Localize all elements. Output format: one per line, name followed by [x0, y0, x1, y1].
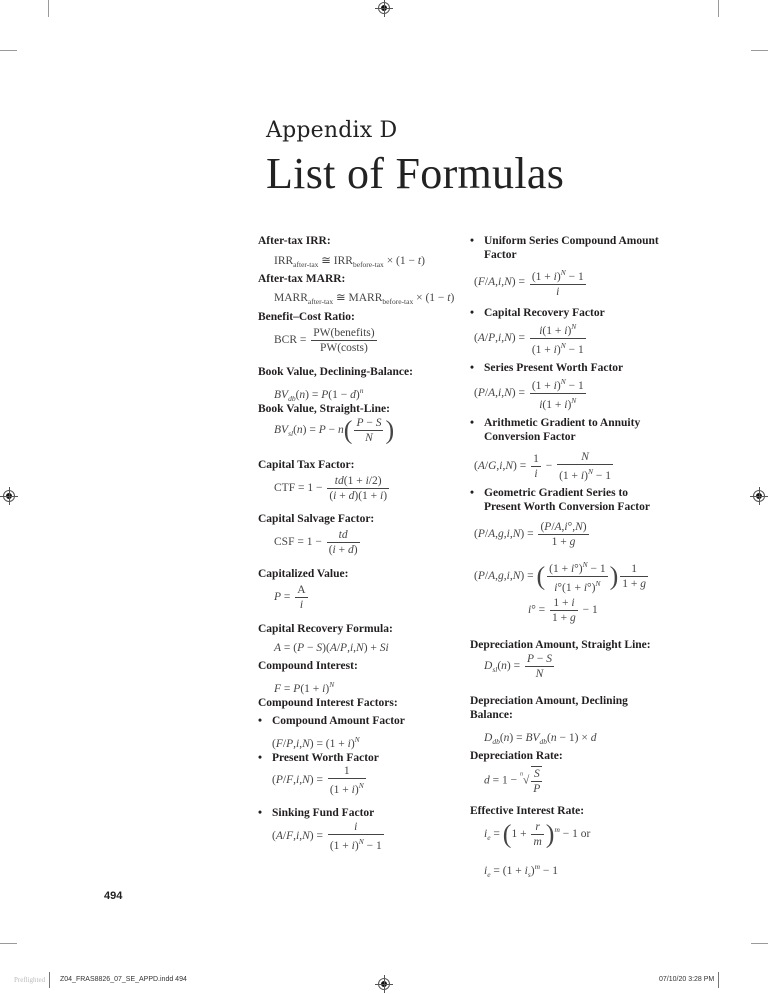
- registration-mark-right-icon: [753, 490, 765, 502]
- bullet-capital-recovery-factor: [470, 306, 605, 320]
- heading-line2: Balance:: [470, 709, 513, 721]
- formula-depreciation-db: $D_{db}(n) = BV_{db}(n - 1) \times d$: [484, 732, 597, 746]
- bullet-arithmetic-gradient: [470, 416, 641, 444]
- formula-effective-rate-2: $i_e = (1 + i_s)^m - 1$: [484, 862, 558, 879]
- formula-bcr: [274, 326, 379, 355]
- bullet-icon: •: [470, 307, 475, 319]
- bullet-label: Uniform Series Compound Amount: [484, 235, 659, 247]
- formula-pa: (P/A,i,N) = $\frac{(1 + i)^N - 1}{i(1 + i)^N}$: [474, 377, 584, 411]
- crop-mark-top-left-v: [48, 0, 49, 17]
- bullet-series-present-worth-factor: [470, 361, 624, 375]
- formula-csf: CSF = 1 − $\frac{td}{(i + d)}$: [274, 529, 358, 556]
- registration-mark-bottom-icon: [378, 978, 390, 990]
- bullet-label-line2: Present Worth Conversion Factor: [484, 501, 650, 513]
- crop-mark-top-right-v: [718, 0, 719, 17]
- heading-line1: Depreciation Amount, Declining: [470, 695, 628, 707]
- bullet-uniform-series-compound-amount: [470, 234, 659, 262]
- bcr-numerator: PW(benefits): [313, 327, 375, 339]
- heading-book-value-db: Book Value, Declining-Balance:: [258, 366, 413, 378]
- formula-after-tax-marr: $MARR_{after-tax}$ ≅ $MARR_{before-tax} \times (1 - t)$: [274, 292, 455, 306]
- slug-datetime: 07/10/20 3:28 PM: [659, 976, 715, 983]
- crop-mark-bottom-right-h: [751, 943, 768, 944]
- formula-book-value-db: $BV_{db}(n) = P(1 - d)^n$: [274, 386, 364, 403]
- registration-mark-left-icon: [3, 490, 15, 502]
- heading-depreciation-sl: Depreciation Amount, Straight Line:: [470, 639, 651, 651]
- bullet-icon: •: [470, 417, 475, 429]
- formula-compound-interest: $F = P(1 + i)^N$: [274, 680, 335, 695]
- bullet-label: Capital Recovery Factor: [484, 307, 605, 319]
- formula-ctf: CTF = 1 − $\frac{td(1 + i/2)}{(i + d)(1 + i)}$: [274, 475, 388, 502]
- heading-capital-tax-factor: Capital Tax Factor:: [258, 459, 355, 471]
- formula-i-circ: i° = $\frac{1 + i}{1 + g}$ − 1: [528, 597, 598, 624]
- bullet-icon: •: [258, 715, 263, 727]
- bullet-icon: •: [470, 235, 475, 247]
- heading-depreciation-db: [470, 694, 628, 722]
- formula-ap: (A/P,i,N) = $\frac{i(1 + i)^N}{(1 + i)^N - 1}$: [474, 322, 584, 356]
- bullet-label-line2: Conversion Factor: [484, 431, 576, 443]
- formula-fp: $(F/P,i,N) = (1 + i)^N$: [272, 735, 360, 750]
- or-text: or: [580, 828, 591, 841]
- formula-book-value-sl: $BV_{sl}(n) = P - n$( $\frac{P - S}{N}$ ): [274, 415, 395, 445]
- formula-capital-recovery: A = (P − S)(A/P,i,N) + Si: [274, 642, 389, 654]
- heading-book-value-sl: Book Value, Straight-Line:: [258, 403, 390, 415]
- bullet-label: Geometric Gradient Series to: [484, 487, 629, 499]
- heading-capital-recovery-formula: Capital Recovery Formula:: [258, 623, 393, 635]
- bullet-label: Sinking Fund Factor: [272, 807, 375, 819]
- formula-pag-2: (P/A,g,i,N) = ( $\frac{(1 + i^\circ)^N - 1}{i^\circ(1 + i^\circ)^N}$ ) $\frac{1}{1 + g}$: [474, 560, 647, 594]
- formula-after-tax-irr: $IRR_{after-tax}$ ≅ $IRR_{before-tax} \times (1 - t)$: [274, 255, 425, 269]
- crop-mark-top-right-h: [751, 50, 768, 51]
- bullet-geometric-gradient: [470, 486, 650, 514]
- bcr-lhs: BCR =: [274, 334, 307, 347]
- preflight-label: Preflighted: [14, 976, 46, 984]
- page-number: 494: [104, 890, 123, 902]
- formula-effective-rate-1: $i_e = (1$ + $\frac{r}{m}$ )$^m$ − 1 or: [484, 819, 591, 849]
- formula-capitalized-value: P = $\frac{A}{i}$: [274, 584, 306, 611]
- slug-divider-right: [718, 972, 719, 988]
- heading-benefit-cost-ratio: Benefit–Cost Ratio:: [258, 311, 355, 323]
- bcr-denominator: PW(costs): [319, 342, 368, 354]
- bullet-icon: •: [470, 362, 475, 374]
- heading-after-tax-irr: After-tax IRR:: [258, 235, 331, 247]
- crop-mark-bottom-left-h: [0, 943, 17, 944]
- formula-fa: (F/A,i,N) = $\frac{(1 + i)^N - 1}{i}$: [474, 268, 584, 298]
- registration-mark-top-icon: [378, 2, 390, 14]
- page-title: List of Formulas: [266, 149, 565, 198]
- bullet-icon: •: [470, 487, 475, 499]
- appendix-label: Appendix D: [266, 118, 398, 143]
- formula-pf: (P/F,i,N) = $\frac{1}{(1 + i)^N}$: [272, 765, 364, 796]
- heading-compound-interest-factors: Compound Interest Factors:: [258, 697, 398, 709]
- heading-compound-interest: Compound Interest:: [258, 660, 358, 672]
- heading-depreciation-rate: Depreciation Rate:: [470, 750, 563, 762]
- bullet-present-worth-factor: [258, 751, 379, 765]
- bullet-label: Series Present Worth Factor: [484, 362, 624, 374]
- heading-capitalized-value: Capitalized Value:: [258, 568, 349, 580]
- crop-mark-top-left-h: [0, 50, 17, 51]
- bullet-icon: •: [258, 807, 263, 819]
- formula-depreciation-sl: $D_{sl}(n)$ = $\frac{P - S}{N}$: [484, 653, 553, 680]
- heading-after-tax-marr: After-tax MARR:: [258, 273, 346, 285]
- formula-pag-1: (P/A,g,i,N) = $\frac{(P/A,i^\circ,N)}{1 + g}$: [474, 521, 587, 548]
- bullet-icon: •: [258, 752, 263, 764]
- formula-depreciation-rate: d = 1 − $^n$√ $\frac{S}{P}$: [484, 768, 541, 795]
- bullet-compound-amount-factor: [258, 714, 405, 728]
- bullet-label: Present Worth Factor: [272, 752, 379, 764]
- heading-effective-interest-rate: Effective Interest Rate:: [470, 805, 585, 817]
- heading-capital-salvage-factor: Capital Salvage Factor:: [258, 513, 375, 525]
- bullet-sinking-fund-factor: [258, 806, 375, 820]
- bullet-label: Arithmetic Gradient to Annuity: [484, 417, 641, 429]
- bullet-label-line2: Factor: [484, 249, 517, 261]
- slug-filename: Z04_FRAS8826_07_SE_APPD.indd 494: [60, 976, 187, 983]
- bullet-label: Compound Amount Factor: [272, 715, 405, 727]
- formula-ag: (A/G,i,N) = $\frac{1}{i}$ − $\frac{N}{(1 + i)^N - 1}$: [474, 451, 611, 482]
- formula-af: (A/F,i,N) = $\frac{i}{(1 + i)^N - 1}$: [272, 821, 382, 852]
- slug-divider-left: [49, 972, 50, 988]
